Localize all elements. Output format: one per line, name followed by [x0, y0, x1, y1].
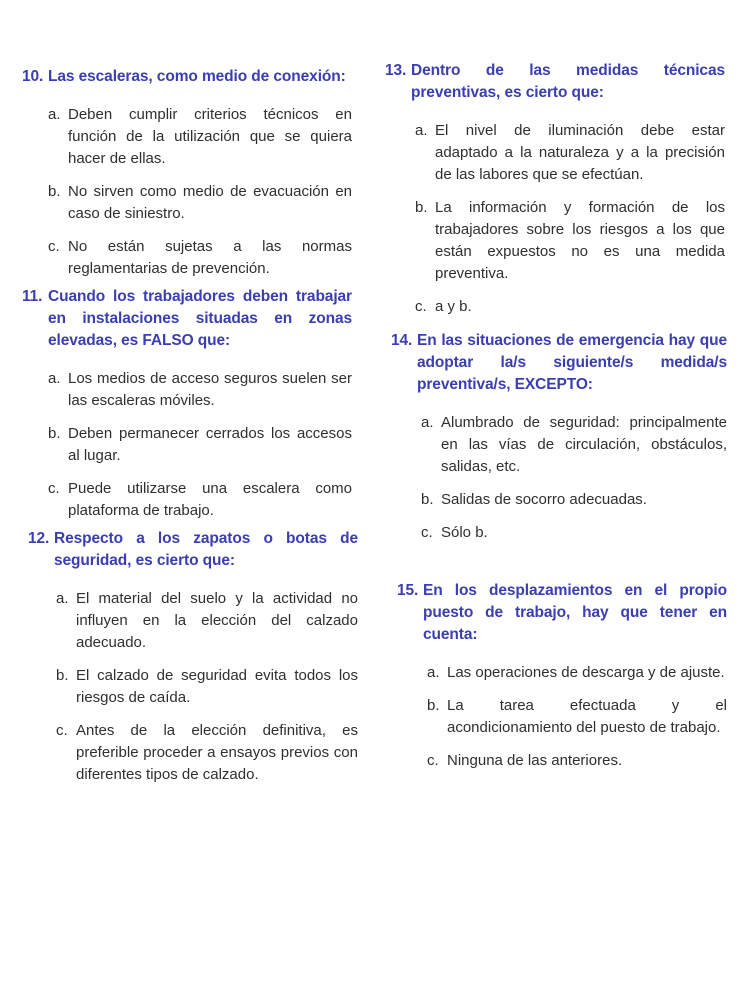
option-letter: c. — [56, 722, 68, 739]
question-15 — [397, 580, 727, 783]
question-number: 15. — [397, 582, 419, 599]
option-text: Puede utilizarse una escalera como plataforma de trabajo. — [68, 480, 352, 519]
question-title — [22, 66, 352, 88]
option-b[interactable] — [48, 423, 352, 467]
option-text: El calzado de seguridad evita todos los riesgos de caída. — [76, 667, 358, 706]
option-letter: b. — [415, 199, 428, 216]
option-c[interactable] — [56, 720, 358, 786]
option-text: Ninguna de las anteriores. — [447, 752, 623, 769]
question-title — [397, 580, 727, 646]
option-letter: c. — [48, 480, 60, 497]
option-text: Salidas de socorro adecuadas. — [441, 491, 647, 508]
option-b[interactable] — [427, 695, 727, 739]
option-text: a y b. — [435, 298, 472, 315]
option-letter: c. — [415, 298, 427, 315]
question-text: En los desplazamientos en el propio puesto de trabajo, hay que tener en cuenta: — [423, 582, 727, 643]
question-text: Las escaleras, como medio de conexión: — [48, 68, 346, 85]
option-letter: a. — [427, 664, 440, 681]
option-letter: a. — [56, 590, 69, 607]
question-title — [22, 286, 352, 352]
option-c[interactable] — [427, 750, 727, 772]
option-letter: a. — [48, 370, 61, 387]
option-letter: a. — [48, 106, 61, 123]
question-number: 10. — [22, 68, 44, 85]
question-text: En las situaciones de emergencia hay que adoptar la/s siguiente/s medida/s preventiva/s, EXCEPTO: — [417, 332, 727, 393]
option-letter: c. — [427, 752, 439, 769]
option-text: El material del suelo y la actividad no influyen en la elección del calzado adecuado. — [76, 590, 358, 651]
option-letter: b. — [421, 491, 434, 508]
option-c[interactable] — [48, 236, 352, 280]
question-11 — [22, 286, 352, 533]
question-number: 12. — [28, 530, 50, 547]
option-text: Deben permanecer cerrados los accesos al lugar. — [68, 425, 352, 464]
question-text: Dentro de las medidas técnicas preventivas, es cierto que: — [411, 62, 725, 101]
option-text: Antes de la elección definitiva, es preferible proceder a ensayos previos con diferentes tipos de calzado. — [76, 722, 358, 783]
option-letter: b. — [56, 667, 69, 684]
option-letter: b. — [48, 425, 61, 442]
option-a[interactable] — [415, 120, 725, 186]
question-14 — [391, 330, 727, 555]
question-title — [385, 60, 725, 104]
question-title — [28, 528, 358, 572]
option-text: Sólo b. — [441, 524, 488, 541]
question-12 — [28, 528, 358, 797]
question-title — [391, 330, 727, 396]
option-letter: b. — [427, 697, 440, 714]
option-letter: c. — [421, 524, 433, 541]
option-letter: a. — [421, 414, 434, 431]
question-10 — [22, 66, 352, 291]
question-text: Respecto a los zapatos o botas de seguridad, es cierto que: — [54, 530, 358, 569]
option-text: No sirven como medio de evacuación en caso de siniestro. — [68, 183, 352, 222]
option-c[interactable] — [421, 522, 727, 544]
option-a[interactable] — [48, 368, 352, 412]
question-number: 11. — [22, 288, 43, 305]
question-13 — [385, 60, 725, 329]
option-a[interactable] — [421, 412, 727, 478]
option-text: Deben cumplir criterios técnicos en función de la utilización que se quiera hacer de ellas. — [68, 106, 352, 167]
option-a[interactable] — [427, 662, 727, 684]
option-text: Las operaciones de descarga y de ajuste. — [447, 664, 725, 681]
option-letter: b. — [48, 183, 61, 200]
option-a[interactable] — [56, 588, 358, 654]
option-text: Los medios de acceso seguros suelen ser las escaleras móviles. — [68, 370, 352, 409]
option-text: No están sujetas a las normas reglamentarias de prevención. — [68, 238, 352, 277]
option-letter: c. — [48, 238, 60, 255]
option-text: La información y formación de los trabajadores sobre los riesgos a los que están expuestos no es una medida preventiva. — [435, 199, 725, 282]
question-text: Cuando los trabajadores deben trabajar en instalaciones situadas en zonas elevadas, es FALSO que: — [48, 288, 352, 349]
question-number: 14. — [391, 332, 413, 349]
option-letter: a. — [415, 122, 428, 139]
option-b[interactable] — [56, 665, 358, 709]
option-text: Alumbrado de seguridad: principalmente en las vías de circulación, obstáculos, salidas, etc. — [441, 414, 727, 475]
option-b[interactable] — [48, 181, 352, 225]
option-b[interactable] — [421, 489, 727, 511]
option-a[interactable] — [48, 104, 352, 170]
option-text: La tarea efectuada y el acondicionamiento del puesto de trabajo. — [447, 697, 727, 736]
option-b[interactable] — [415, 197, 725, 285]
question-number: 13. — [385, 62, 407, 79]
option-c[interactable] — [48, 478, 352, 522]
option-text: El nivel de iluminación debe estar adaptado a la naturaleza y a la precisión de las labores que se efectúan. — [435, 122, 725, 183]
option-c[interactable] — [415, 296, 725, 318]
